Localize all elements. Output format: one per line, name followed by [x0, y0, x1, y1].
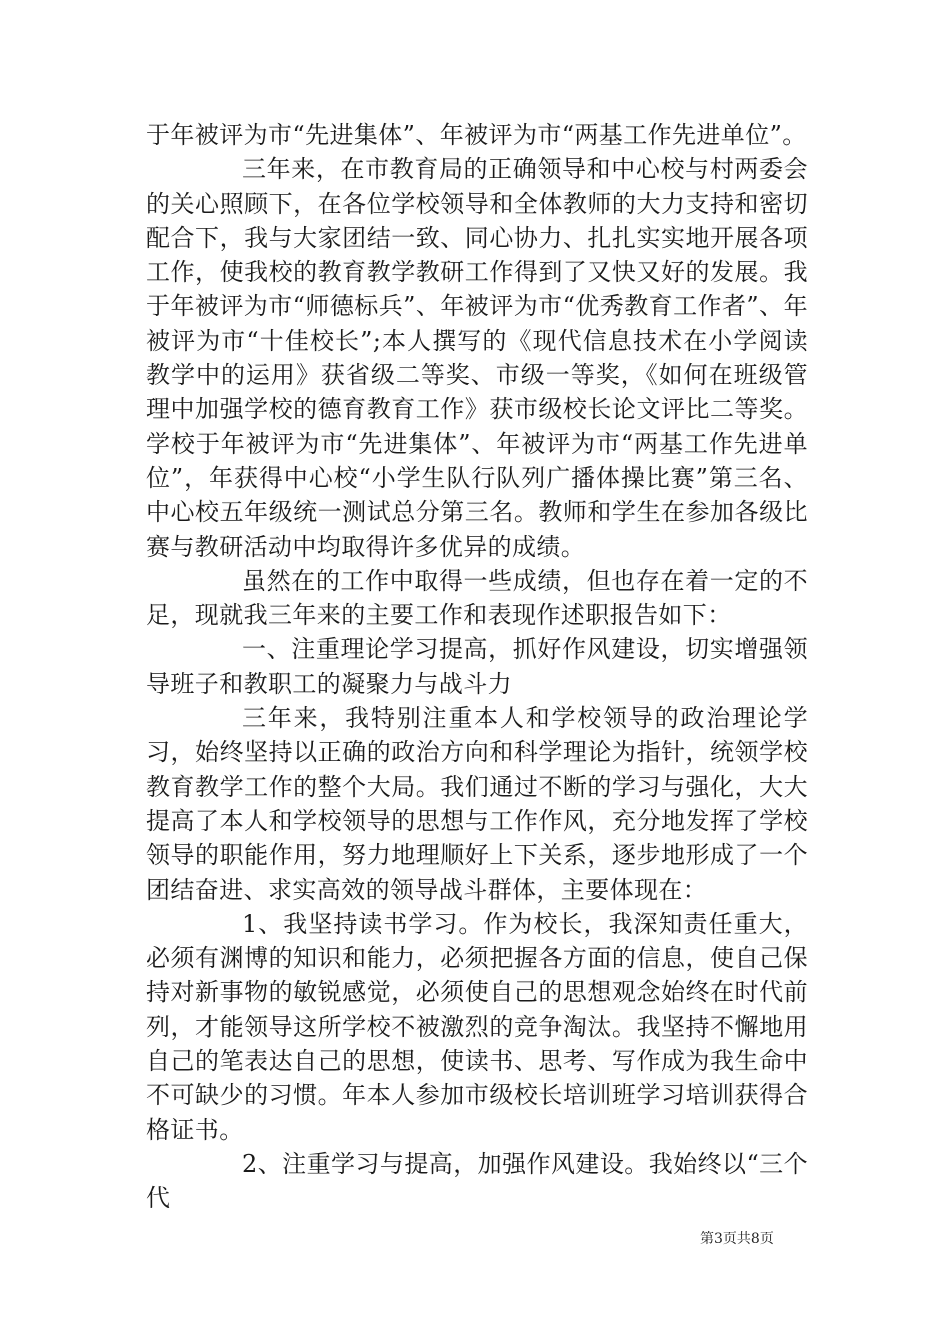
paragraph-item-2: 2、注重学习与提高，加强作风建设。我始终以“三个代 [146, 1149, 808, 1213]
paragraph-item-1: 1、我坚持读书学习。作为校长，我深知责任重大，必须有渊博的知识和能力，必须把握各方面的信息，使自己保持对新事物的敏锐感觉，必须使自己的思想观念始终在时代前列，才能领导这所学校不被激烈的竞争淘汰。我坚持不懈地用自己的笔表达自己的思想，使读书、思考、写作成为我生命中不可缺少的习惯。年本人参加市级校长培训班学习培训获得合格证书。 [146, 909, 808, 1144]
paragraph-continuation: 于年被评为市“先进集体”、年被评为市“两基工作先进单位”。 [146, 121, 807, 149]
section-heading-1: 一、注重理论学习提高，抓好作风建设，切实增强领导班子和教职工的凝聚力与战斗力 [146, 635, 808, 698]
document-body [146, 118, 808, 1216]
page-number: 第3页共8页 [700, 1231, 774, 1247]
paragraph-achievements: 三年来，在市教育局的正确领导和中心校与村两委会的关心照顾下，在各位学校领导和全体教师的大力支持和密切配合下，我与大家团结一致、同心协力、扎扎实实地开展各项工作，使我校的教育教学教研工作得到了又快又好的发展。我于年被评为市“师德标兵”、年被评为市“优秀教育工作者”、年被评为市“十佳校长”;本人撰写的《现代信息技术在小学阅读教学中的运用》获省级二等奖、市级一等奖，《如何在班级管理中加强学校的德育教育工作》获市级校长论文评比二等奖。学校于年被评为市“先进集体”、年被评为市“两基工作先进单位”，年获得中心校“小学生队行队列广播体操比赛”第三名、中心校五年级统一测试总分第三名。教师和学生在参加各级比赛与教研活动中均取得许多优异的成绩。 [146, 155, 808, 561]
paragraph-intro: 虽然在的工作中取得一些成绩，但也存在着一定的不足，现就我三年来的主要工作和表现作述职报告如下： [146, 566, 808, 630]
paragraph-theory-study: 三年来，我特别注重本人和学校领导的政治理论学习，始终坚持以正确的政治方向和科学理论为指针，统领学校教育教学工作的整个大局。我们通过不断的学习与强化，大大提高了本人和学校领导的思想与工作作风，充分地发挥了学校领导的职能作用，努力地理顺好上下关系，逐步地形成了一个团结奋进、求实高效的领导战斗群体，主要体现在： [146, 704, 808, 904]
